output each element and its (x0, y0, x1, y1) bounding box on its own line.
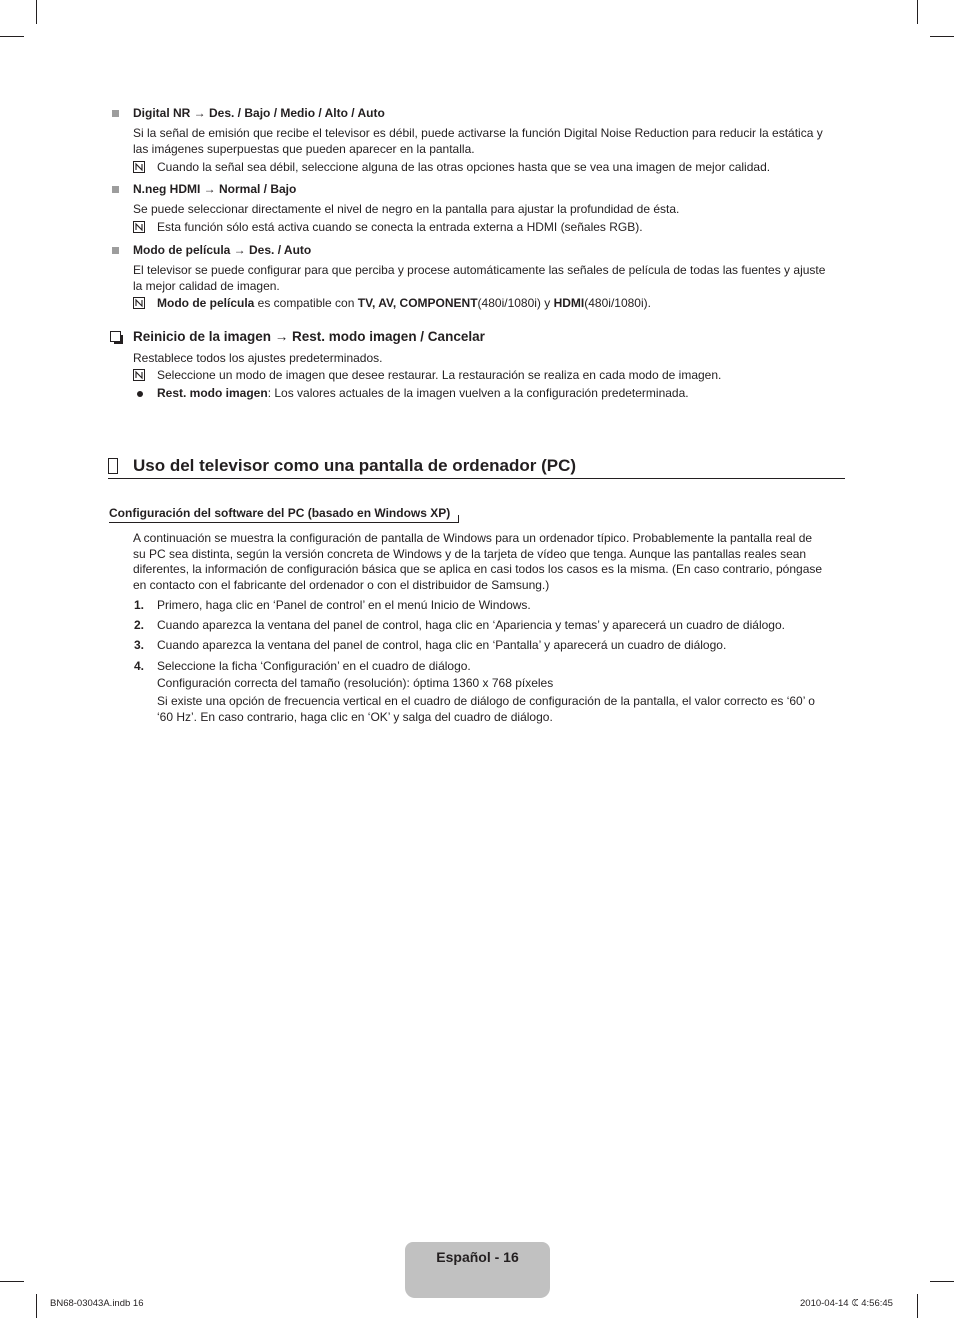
step-text: ‘60 Hz’. En caso contrario, haga clic en ‘OK’ y salga del cuadro de diálogo. (157, 710, 553, 724)
step-text: Configuración correcta del tamaño (resolución): óptima 1360 x 768 píxeles (157, 676, 554, 690)
pc-software-subheading: Configuración del software del PC (basado en Windows XP) (109, 506, 451, 520)
section-marker-icon (108, 458, 118, 474)
digital-nr-note: Cuando la señal sea débil, seleccione alguna de las otras opciones hasta que se vea una imagen de mejor calidad. (157, 160, 771, 174)
step-number: 1. (134, 598, 145, 612)
crop-mark (0, 1281, 24, 1282)
crop-mark (36, 0, 37, 24)
round-bullet-icon (137, 391, 143, 397)
film-mode-body: El televisor se puede configurar para que perciba y procese automáticamente las señales de película de todas las fuentes y ajuste (133, 263, 826, 277)
note-icon (133, 369, 145, 381)
footer-datetime: 2010-04-14 ꕆ 4:56:45 (800, 1298, 893, 1309)
crop-mark (930, 36, 954, 37)
reset-heading: Reinicio de la imagen → Rest. modo imagen / Cancelar (133, 329, 485, 344)
reset-note: Seleccione un modo de imagen que desee restaurar. La restauración se realiza en cada modo de imagen. (157, 368, 722, 382)
note-icon (133, 161, 145, 173)
step-text: Primero, haga clic en ‘Panel de control’ en el menú Inicio de Windows. (157, 598, 531, 612)
hdmi-black-note: Esta función sólo está activa cuando se conecta la entrada externa a HDMI (señales RGB). (157, 220, 643, 234)
hdmi-black-heading: N.neg HDMI → Normal / Bajo (133, 182, 297, 196)
hdmi-black-body: Se puede seleccionar directamente el nivel de negro en la pantalla para ajustar la profundidad de ésta. (133, 202, 680, 216)
step-number: 3. (134, 638, 145, 652)
note-icon (133, 221, 145, 233)
step-text: Cuando aparezca la ventana del panel de control, haga clic en ‘Apariencia y temas’ y aparecerá un cuadro de diálogo. (157, 618, 785, 632)
step-number: 2. (134, 618, 145, 632)
square-bullet-icon (112, 110, 119, 117)
pc-intro: A continuación se muestra la configuración de pantalla de Windows para un ordenador típico. Probablemente la pantalla real de (133, 531, 813, 545)
subheading-underline (458, 515, 459, 523)
step-text: Seleccione la ficha ‘Configuración’ en el cuadro de diálogo. (157, 659, 471, 673)
pc-intro: diferentes, la información de configuración básica que se aplica en casi todos los casos es la misma. (En caso contrario, póngase (133, 562, 823, 576)
step-text: Cuando aparezca la ventana del panel de control, haga clic en ‘Pantalla’ y aparecerá un cuadro de diálogo. (157, 638, 727, 652)
crop-mark (917, 1294, 918, 1318)
checkbox-bullet-icon (110, 331, 121, 342)
footer-file-name: BN68-03043A.indb 16 (50, 1298, 144, 1309)
section-rule (108, 478, 845, 479)
square-bullet-icon (112, 247, 119, 254)
digital-nr-body: Si la señal de emisión que recibe el televisor es débil, puede activarse la función Digital Noise Reduction para reducir la estática y (133, 126, 823, 140)
crop-mark (917, 0, 918, 24)
note-icon (133, 297, 145, 309)
reset-bullet: Rest. modo imagen: Los valores actuales de la imagen vuelven a la configuración predeterminada. (157, 386, 689, 400)
section-title: Uso del televisor como una pantalla de ordenador (PC) (133, 456, 577, 475)
digital-nr-body: las imágenes superpuestas que pueden aparecer en la pantalla. (133, 142, 475, 156)
square-bullet-icon (112, 186, 119, 193)
subheading-underline (109, 522, 459, 523)
pc-intro: su PC sea distinta, según la versión concreta de Windows y de la tarjeta de vídeo que tenga. Aunque las pantallas reales sean (133, 547, 807, 561)
crop-mark (36, 1294, 37, 1318)
film-mode-body: la mejor calidad de imagen. (133, 279, 280, 293)
crop-mark (0, 36, 24, 37)
step-number: 4. (134, 659, 145, 673)
pc-intro: en contacto con el fabricante del ordenador o con el distribuidor de Samsung.) (133, 578, 550, 592)
film-mode-heading: Modo de película → Des. / Auto (133, 243, 312, 257)
digital-nr-heading: Digital NR → Des. / Bajo / Medio / Alto / Auto (133, 106, 385, 120)
page-number-label: Español - 16 (436, 1249, 519, 1265)
film-mode-note: Modo de película es compatible con TV, AV, COMPONENT(480i/1080i) y HDMI(480i/1080i). (157, 296, 651, 310)
step-text: Si existe una opción de frecuencia vertical en el cuadro de diálogo de configuración de la pantalla, el valor correcto es ‘60’ o (157, 694, 815, 708)
crop-mark (930, 1281, 954, 1282)
reset-body: Restablece todos los ajustes predeterminados. (133, 351, 383, 365)
